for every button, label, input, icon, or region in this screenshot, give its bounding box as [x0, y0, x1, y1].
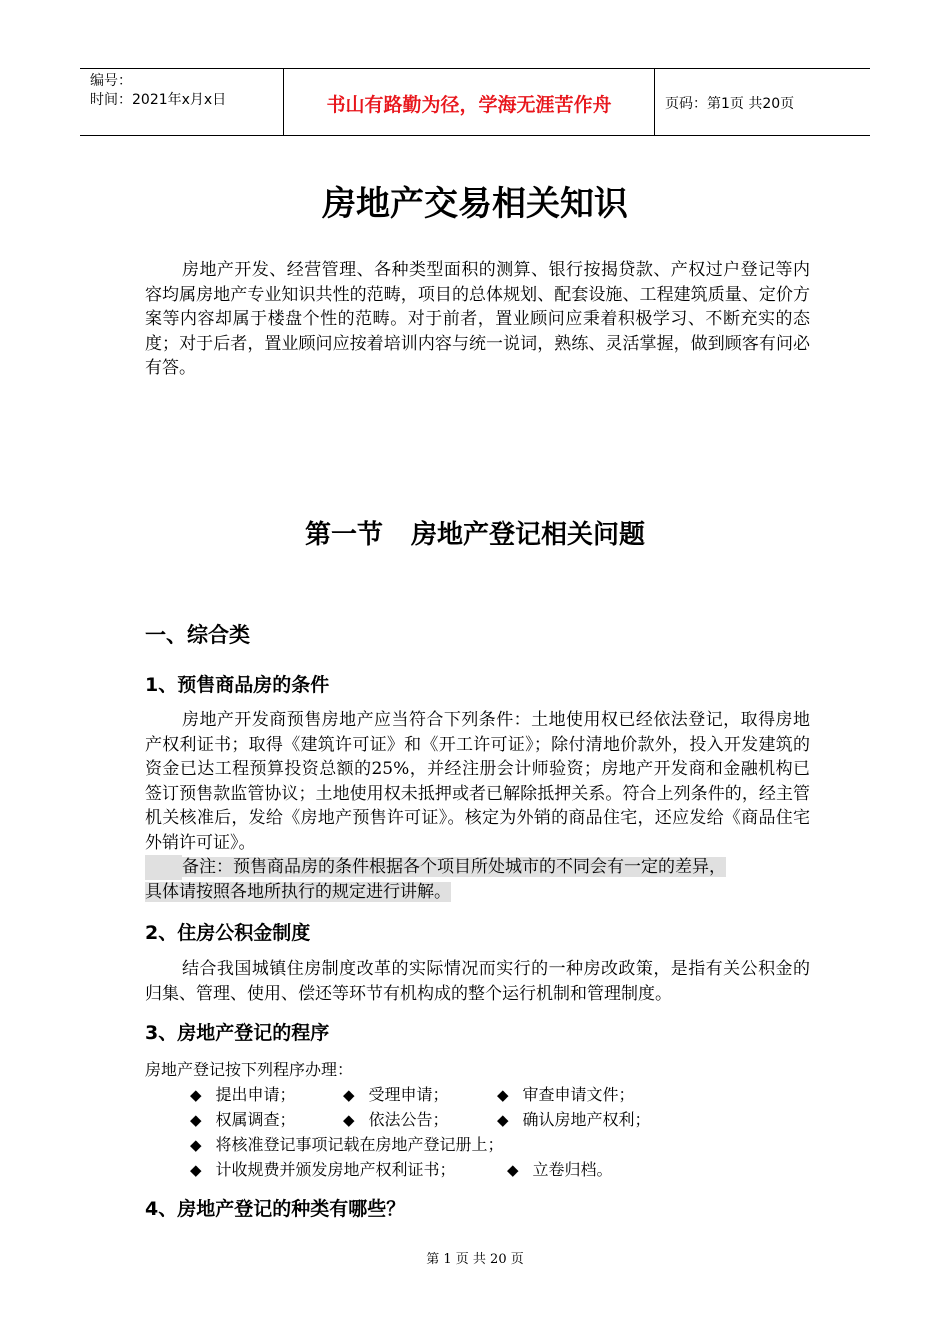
category-heading: 一、综合类 [145, 623, 250, 647]
section-title: 房地产登记相关问题 [411, 520, 646, 550]
header-code: 编号： [90, 73, 132, 89]
list-item: ◆ 立卷归档。 [507, 1160, 613, 1179]
diamond-bullet-icon: ◆ [190, 1086, 202, 1104]
document-title: 房地产交易相关知识 [322, 184, 628, 224]
list-item: ◆ 确认房地产权利； [497, 1110, 651, 1129]
diamond-bullet-icon: ◆ [190, 1161, 202, 1179]
section-number: 第一节 [304, 520, 383, 550]
list-item: ◆ 依法公告； [343, 1110, 449, 1129]
note-indent [145, 855, 182, 880]
diamond-bullet-icon: ◆ [343, 1086, 355, 1104]
list-item: ◆ 提出申请； [190, 1085, 296, 1104]
list-item: ◆ 审查申请文件； [497, 1085, 635, 1104]
section-heading [0, 514, 950, 551]
page-footer: 第 1 页 共 20 页 [426, 1252, 524, 1267]
page-header [80, 68, 870, 136]
list-item: ◆ 受理申请； [343, 1085, 449, 1104]
diamond-bullet-icon: ◆ [190, 1111, 202, 1129]
procedure-lead: 房地产登记按下列程序办理： [145, 1060, 354, 1079]
question-heading: 4、房地产登记的种类有哪些？ [145, 1198, 406, 1220]
header-divider [654, 69, 655, 135]
question-heading: 3、房地产登记的程序 [145, 1022, 330, 1044]
diamond-bullet-icon: ◆ [507, 1161, 519, 1179]
question-body: 房地产开发商预售房地产应当符合下列条件：土地使用权已经依法登记，取得房地产权利证书；取得《建筑许可证》和《开工许可证》；除付清地价款外，投入开发建筑的资金已达工程预算投资总额的25%，并经注册会计师验资；房地产开发商和金融机构已签订预售款监管协议；土地使用权未抵押或者已解除抵押关系。符合上列条件的，经主管机关核准后，发给《房地产预售许可证》。核定为外销的商品住宅，还应发给《商品住宅外销许可证》。 [145, 710, 810, 853]
list-item: ◆ 计收规费并颁发房地产权利证书； [190, 1160, 456, 1179]
header-page-info: 页码：第1页 共20页 [665, 96, 795, 112]
question-heading: 2、住房公积金制度 [145, 922, 311, 944]
note-line: 具体请按照各地所执行的规定进行讲解。 [145, 881, 451, 902]
list-item: ◆ 将核准登记事项记载在房地产登记册上； [190, 1135, 504, 1154]
header-motto: 书山有路勤为径，学海无涯苦作舟 [326, 94, 612, 116]
question-heading: 1、预售商品房的条件 [145, 674, 330, 696]
question-body: 结合我国城镇住房制度改革的实际情况而实行的一种房改政策，是指有关公积金的归集、管理、使用、偿还等环节有机构成的整个运行机制和管理制度。 [145, 959, 810, 1004]
list-item: ◆ 权属调查； [190, 1110, 296, 1129]
diamond-bullet-icon: ◆ [190, 1136, 202, 1154]
highlighted-note [145, 855, 810, 904]
diamond-bullet-icon: ◆ [497, 1086, 509, 1104]
diamond-bullet-icon: ◆ [497, 1111, 509, 1129]
diamond-bullet-icon: ◆ [343, 1111, 355, 1129]
header-meta [90, 72, 280, 110]
header-date: 时间：2021年x月x日 [90, 92, 227, 108]
note-line: 备注：预售商品房的条件根据各个项目所处城市的不同会有一定的差异， [182, 857, 726, 877]
intro-paragraph: 房地产开发、经营管理、各种类型面积的测算、银行按揭贷款、产权过户登记等内容均属房地产专业知识共性的范畴，项目的总体规划、配套设施、工程建筑质量、定价方案等内容却属于楼盘个性的范畴。对于前者，置业顾问应秉着积极学习、不断充实的态度；对于后者，置业顾问应按着培训内容与统一说词，熟练、灵活掌握，做到顾客有问必有答。 [145, 260, 810, 378]
